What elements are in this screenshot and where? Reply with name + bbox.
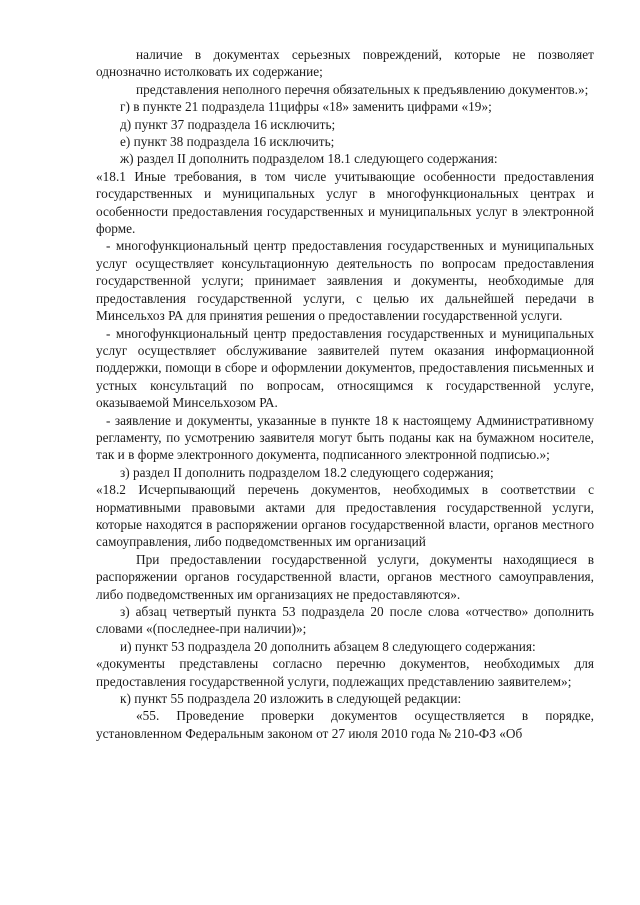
paragraph-18-1: «18.1 Иные требования, в том числе учитывающие особенности предоставления государственных и муниципальных услуг в многофункциональных центрах и особенности предоставления государственных и муниципальных услуг в электронной форме. [96,168,594,237]
paragraph-docs-presented: «документы представлены согласно перечню документов, необходимых для предоставления государственной услуги, подлежащих представлению заявителем»; [96,656,594,689]
list-item-mfc-consulting: - многофункциональный центр предоставления государственных и муниципальных услуг осуществляет консультационную деятельность по вопросам предоставления государственной услуги; принимает заявления и документы, необходимые для предоставления государственной услуги, с целью их дальнейшей передачи в Минсельхоз РА для принятия решения о предоставлении государственной услуги. [96,238,594,324]
paragraph-incomplete-list: представления неполного перечня обязательных к предъявлению документов.»; [136,81,589,97]
paragraph-item-d: д) пункт 37 подраздела 16 исключить; [120,116,336,132]
paragraph-item-g: г) в пункте 21 подраздела 11цифры «18» заменить цифрами «19»; [120,99,492,115]
paragraph-item-zh: ж) раздел II дополнить подразделом 18.1 следующего содержания: [120,151,498,167]
paragraph-docs-not-provided: При предоставлении государственной услуги, документы находящиеся в распоряжении органов государственной власти, органов местного самоуправления, либо подведомственных им организациях не предоставляются». [96,551,594,602]
paragraph-item-i: и) пункт 53 подраздела 20 дополнить абзацем 8 следующего содержания: [120,638,536,654]
paragraph-item-z-18-2: з) раздел II дополнить подразделом 18.2 следующего содержания; [120,464,494,480]
paragraph-55: «55. Проведение проверки документов осуществляется в порядке, установленном Федеральным законом от 27 июля 2010 года № 210-ФЗ «Об [96,708,594,741]
paragraph-item-e: е) пункт 38 подраздела 16 исключить; [120,134,335,150]
paragraph-item-k: к) пункт 55 подраздела 20 изложить в следующей редакции: [120,691,462,707]
paragraph-damage: наличие в документах серьезных повреждений, которые не позволяет однозначно истолковать их содержание; [96,47,594,80]
document-body [96,46,594,742]
paragraph-18-2: «18.2 Исчерпывающий перечень документов, необходимых в соответствии с нормативными правовыми актами для предоставления государственной услуги, которые находятся в распоряжении органов государственной власти, органов местного самоуправления, либо подведомственных им организаций [96,482,594,550]
list-item-application-docs: - заявление и документы, указанные в пункте 18 к настоящему Административному регламенту, по усмотрению заявителя могут быть поданы как на бумажном носителе, так и в форме электронного документа, подписанного электронной подписью.»; [96,412,594,463]
paragraph-item-z-53: з) абзац четвертый пункта 53 подраздела 20 после слова «отчество» дополнить словами «(последнее-при наличии)»; [96,604,594,637]
list-item-mfc-service: - многофункциональный центр предоставления государственных и муниципальных услуг осуществляет обслуживание заявителей путем оказания информационной поддержки, помощи в сборе и оформлении документов, предоставления письменных и устных консультаций по вопросам, относящимся к государственной услуге, оказываемой Минсельхозом РА. [96,325,594,411]
